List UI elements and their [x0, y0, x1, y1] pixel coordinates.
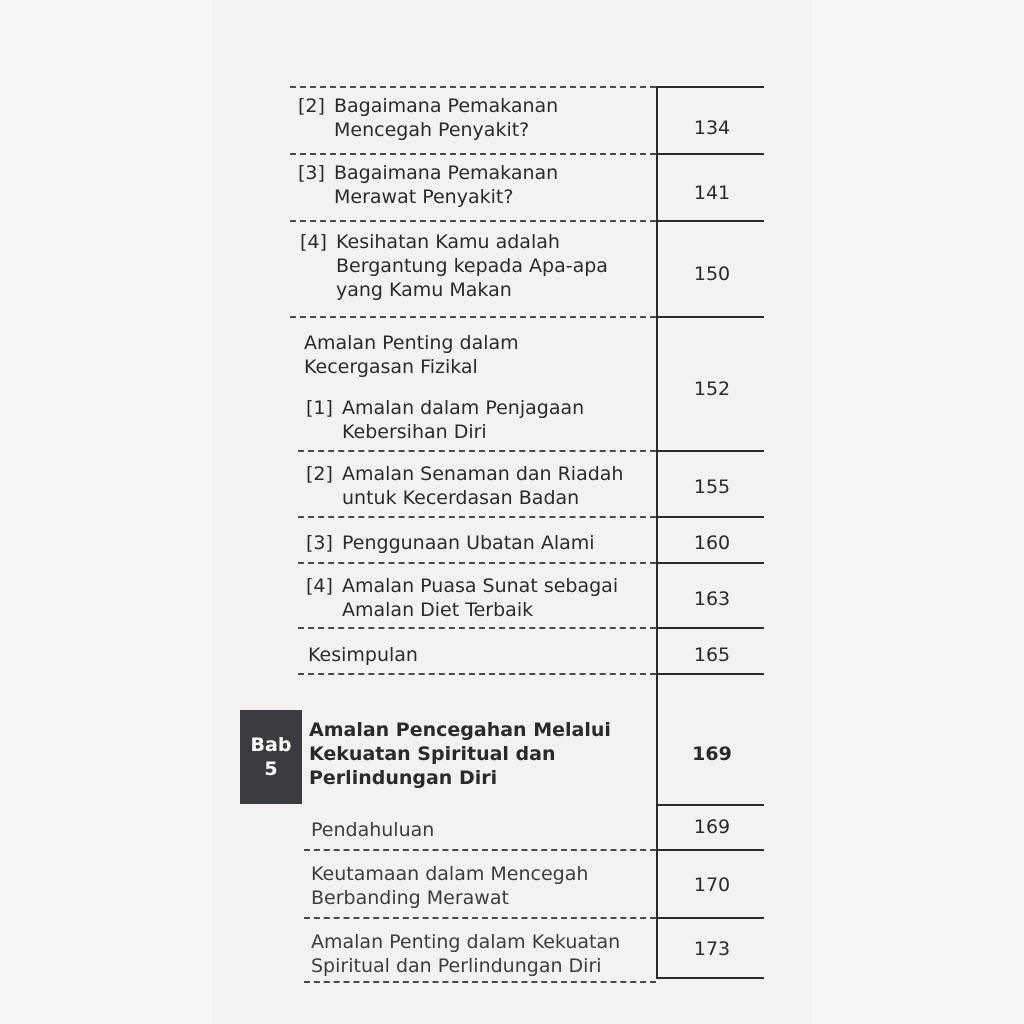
chapter-title — [309, 718, 611, 790]
row-divider — [656, 516, 764, 518]
toc-entry — [306, 574, 618, 622]
chapter-title-line: Kekuatan Spiritual dan — [309, 743, 556, 765]
section-heading — [304, 331, 519, 379]
entry-line: Berbanding Merawat — [311, 887, 509, 909]
toc-entry — [306, 396, 584, 444]
entry-line: Merawat Penyakit? — [334, 186, 514, 208]
row-divider — [290, 86, 656, 88]
entry-line: untuk Kecerdasan Badan — [342, 487, 580, 509]
entry-line: Bergantung kepada Apa-apa — [336, 255, 608, 277]
row-divider — [656, 562, 764, 564]
item-number: [2] — [306, 463, 333, 485]
toc-entry — [311, 818, 434, 842]
page-number: 163 — [693, 588, 731, 610]
page-number: 150 — [693, 263, 731, 285]
entry-line: Amalan Puasa Sunat sebagai — [342, 575, 619, 597]
item-number: [3] — [306, 532, 333, 554]
row-divider — [656, 627, 764, 629]
chapter-title-line: Perlindungan Diri — [309, 767, 498, 789]
page-number: 160 — [693, 532, 731, 554]
page-number: 170 — [693, 874, 731, 896]
page-number: 173 — [693, 938, 731, 960]
toc-entry — [298, 94, 558, 142]
toc-entry — [306, 462, 623, 510]
entry-line: Bagaimana Pemakanan — [334, 95, 559, 117]
item-number: [2] — [298, 95, 325, 117]
item-number: [3] — [298, 162, 325, 184]
row-divider — [290, 316, 656, 318]
row-divider — [290, 220, 656, 222]
row-divider — [298, 516, 656, 518]
page-number: 152 — [693, 378, 731, 400]
entry-line: Pendahuluan — [311, 819, 435, 841]
row-divider — [304, 917, 656, 919]
entry-line: Amalan dalam Penjagaan — [342, 397, 585, 419]
page-column-rule — [656, 318, 658, 674]
chapter-badge-number: 5 — [264, 758, 278, 780]
row-divider — [656, 220, 764, 222]
entry-line: Keutamaan dalam Mencegah — [311, 863, 589, 885]
chapter-badge-label: Bab — [250, 734, 292, 756]
row-divider — [298, 627, 656, 629]
entry-line: Penggunaan Ubatan Alami — [342, 532, 595, 554]
chapter-page-number: 169 — [692, 743, 732, 765]
page-number: 134 — [693, 117, 731, 139]
row-divider — [656, 849, 764, 851]
toc-entry — [308, 643, 418, 667]
entry-line: yang Kamu Makan — [336, 279, 512, 301]
row-divider — [656, 86, 764, 88]
toc-entry — [300, 230, 608, 302]
entry-line: Amalan Senaman dan Riadah — [342, 463, 624, 485]
item-number: [4] — [300, 231, 327, 253]
toc-entry — [298, 161, 558, 209]
entry-line: Kecergasan Fizikal — [304, 356, 478, 378]
row-divider — [304, 849, 656, 851]
row-divider — [656, 977, 764, 979]
toc-entry — [306, 531, 595, 555]
entry-line: Mencegah Penyakit? — [334, 119, 530, 141]
entry-line: Kebersihan Diri — [342, 421, 487, 443]
entry-line: Amalan Penting dalam — [304, 332, 519, 354]
row-divider — [298, 562, 656, 564]
toc-entry — [311, 862, 588, 910]
page-column-rule — [656, 672, 658, 978]
entry-line: Kesimpulan — [308, 644, 418, 666]
row-divider — [656, 153, 764, 155]
entry-line: Bagaimana Pemakanan — [334, 162, 559, 184]
chapter-title-line: Amalan Pencegahan Melalui — [309, 719, 611, 741]
item-number: [4] — [306, 575, 333, 597]
row-divider — [656, 316, 764, 318]
row-divider — [298, 673, 656, 675]
page-number: 169 — [693, 816, 731, 838]
row-divider — [656, 450, 764, 452]
entry-line: Kesihatan Kamu adalah — [336, 231, 560, 253]
toc-entry — [311, 930, 620, 978]
row-divider — [298, 450, 656, 452]
item-number: [1] — [306, 397, 333, 419]
row-divider — [304, 981, 656, 983]
row-divider — [656, 804, 764, 806]
page-number: 155 — [693, 476, 731, 498]
page-number: 165 — [693, 644, 731, 666]
row-divider — [290, 153, 656, 155]
entry-line: Amalan Diet Terbaik — [342, 599, 534, 621]
row-divider — [656, 673, 764, 675]
page-number: 141 — [693, 182, 731, 204]
entry-line: Amalan Penting dalam Kekuatan — [311, 931, 621, 953]
entry-line: Spiritual dan Perlindungan Diri — [311, 955, 602, 977]
chapter-badge — [240, 710, 302, 804]
page-column-rule — [656, 86, 658, 316]
row-divider — [656, 917, 764, 919]
